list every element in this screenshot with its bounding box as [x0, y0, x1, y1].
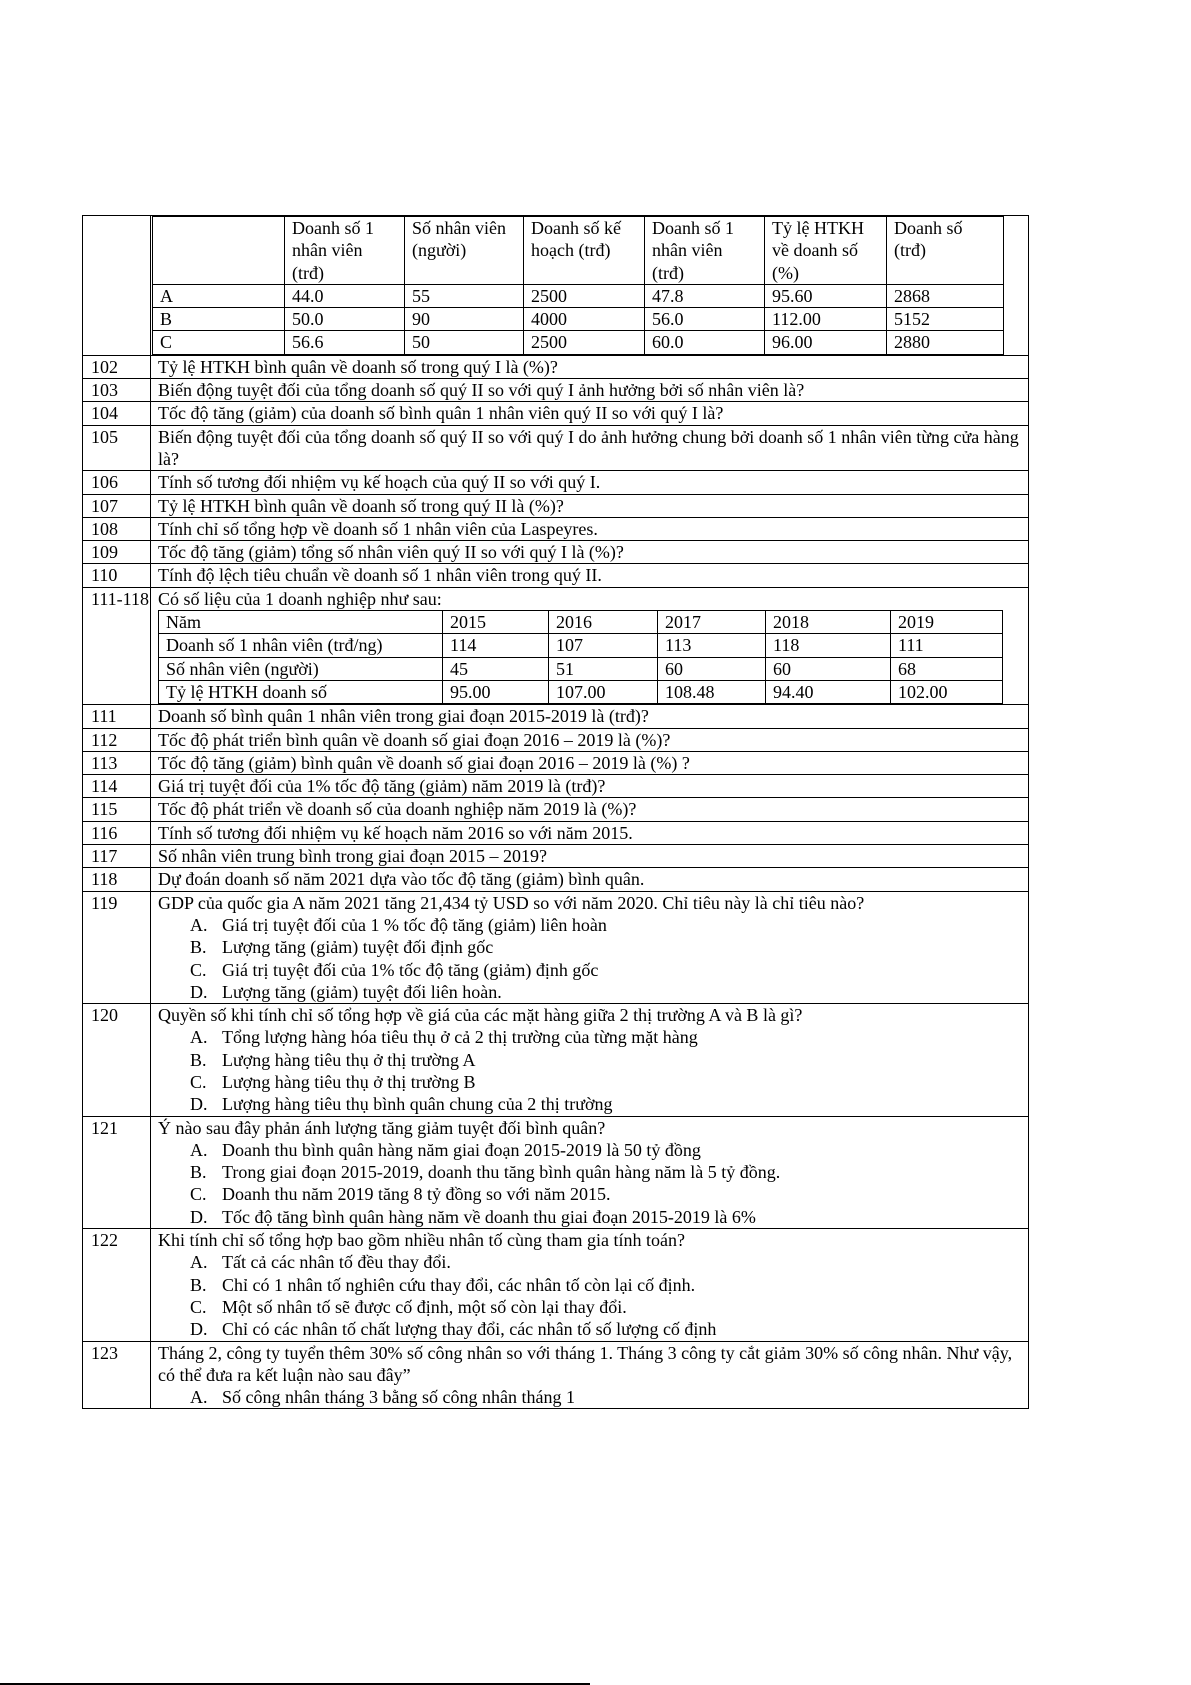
question-row — [83, 517, 1029, 540]
table-row — [152, 331, 1004, 354]
question-cell — [151, 402, 1029, 425]
table-cell: 47.8 — [645, 284, 765, 307]
question-cell — [151, 868, 1029, 891]
table-cell: 95.00 — [443, 680, 549, 703]
question-row — [83, 471, 1029, 494]
table-cell: 114 — [443, 634, 549, 657]
question-cell — [151, 471, 1029, 494]
question-row — [83, 868, 1029, 891]
question-number: 110 — [83, 564, 151, 587]
table-cell: 111 — [891, 634, 1003, 657]
question-row — [83, 821, 1029, 844]
question-cell — [151, 587, 1029, 704]
question-cell — [151, 1004, 1029, 1116]
column-header: 2018 — [766, 611, 891, 634]
table-cell: 102.00 — [891, 680, 1003, 703]
option-letter: B. — [190, 937, 207, 958]
question-cell — [151, 425, 1029, 471]
option-letter: C. — [190, 1296, 207, 1317]
question-number: 122 — [83, 1229, 151, 1341]
option-letter: C. — [190, 1184, 207, 1205]
option-text: Tất cả các nhân tố đều thay đổi. — [222, 1252, 451, 1273]
option-text: Lượng tăng (giảm) tuyệt đối định gốc — [222, 937, 494, 958]
question-number: 113 — [83, 751, 151, 774]
table-cell: 118 — [766, 634, 891, 657]
option-text: Tốc độ tăng bình quân hàng năm về doanh thu giai đoạn 2015-2019 là 6% — [222, 1206, 756, 1227]
answer-option — [158, 1183, 1028, 1205]
table-cell: 90 — [405, 308, 524, 331]
option-text: Trong giai đoạn 2015-2019, doanh thu tăng bình quân hàng năm là 5 tỷ đồng. — [222, 1162, 781, 1183]
option-text: Lượng hàng tiêu thụ ở thị trường B — [222, 1071, 476, 1092]
option-letter: C. — [190, 959, 207, 980]
column-header: 2016 — [549, 611, 658, 634]
question-cell — [151, 379, 1029, 402]
table-cell: 4000 — [524, 308, 645, 331]
question-cell — [151, 1116, 1029, 1228]
table-cell: Tỷ lệ HTKH doanh số — [159, 680, 443, 703]
answer-option — [158, 914, 1028, 936]
column-header: 2019 — [891, 611, 1003, 634]
table-cell: 112.00 — [765, 308, 887, 331]
option-text: Lượng hàng tiêu thụ ở thị trường A — [222, 1049, 476, 1070]
question-cell — [151, 564, 1029, 587]
option-letter: B. — [190, 1049, 207, 1070]
answer-option — [158, 1274, 1028, 1296]
question-text: Tốc độ phát triển về doanh số của doanh nghiệp năm 2019 là (%)? — [158, 799, 637, 820]
answer-option — [158, 1161, 1028, 1183]
question-number: 117 — [83, 845, 151, 868]
question-row — [83, 379, 1029, 402]
question-number: 115 — [83, 798, 151, 821]
question-number: 111-118 — [83, 587, 151, 704]
question-group-row — [83, 587, 1029, 704]
question-row — [83, 564, 1029, 587]
question-text: Dự đoán doanh số năm 2021 dựa vào tốc độ tăng (giảm) bình quân. — [158, 869, 645, 890]
table-cell: 56.6 — [285, 331, 405, 354]
question-row — [83, 355, 1029, 378]
table-cell: 107 — [549, 634, 658, 657]
column-header: 2017 — [658, 611, 766, 634]
option-text: Một số nhân tố sẽ được cố định, một số còn lại thay đổi. — [222, 1296, 627, 1317]
table-cell: 55 — [405, 284, 524, 307]
column-header: Doanh số kế hoạch (trđ) — [524, 217, 645, 285]
question-row — [83, 891, 1029, 1003]
table-header-row — [152, 217, 1004, 285]
table-cell: 45 — [443, 657, 549, 680]
question-text: Tính độ lệch tiêu chuẩn về doanh số 1 nhân viên trong quý II. — [158, 565, 602, 586]
option-letter: D. — [190, 1319, 208, 1340]
column-header — [152, 217, 285, 285]
question-number: 104 — [83, 402, 151, 425]
question-cell — [151, 845, 1029, 868]
option-text: Tổng lượng hàng hóa tiêu thụ ở cả 2 thị trường của từng mặt hàng — [222, 1027, 698, 1048]
question-number: 106 — [83, 471, 151, 494]
data-table-row — [83, 216, 1029, 356]
question-row — [83, 798, 1029, 821]
question-number: 118 — [83, 868, 151, 891]
answer-option — [158, 1206, 1028, 1228]
table-cell: 60 — [766, 657, 891, 680]
option-letter: C. — [190, 1071, 207, 1092]
question-number: 119 — [83, 891, 151, 1003]
option-text: Chỉ có các nhân tố chất lượng thay đổi, các nhân tố số lượng cố định — [222, 1319, 717, 1340]
column-header: Doanh số (trđ) — [887, 217, 1004, 285]
table-cell: 5152 — [887, 308, 1004, 331]
question-number: 116 — [83, 821, 151, 844]
option-letter: B. — [190, 1162, 207, 1183]
table-row — [159, 680, 1003, 703]
option-text: Số công nhân tháng 3 bằng số công nhân tháng 1 — [222, 1387, 575, 1408]
option-text: Lượng hàng tiêu thụ bình quân chung của 2 thị trường — [222, 1094, 613, 1115]
option-text: Doanh thu năm 2019 tăng 8 tỷ đồng so với năm 2015. — [222, 1184, 611, 1205]
question-row — [83, 845, 1029, 868]
question-text: Tháng 2, công ty tuyển thêm 30% số công nhân so với tháng 1. Tháng 3 công ty cắt giảm 30% số công nhân. Như vậy, có thể đưa ra kết luận nào sau đây” — [158, 1342, 1013, 1385]
table-row — [159, 634, 1003, 657]
question-text: Tỷ lệ HTKH bình quân về doanh số trong quý I là (%)? — [158, 356, 558, 377]
column-header: Năm — [159, 611, 443, 634]
answer-option — [158, 936, 1028, 958]
option-letter: D. — [190, 981, 208, 1002]
question-number: 108 — [83, 517, 151, 540]
question-row — [83, 751, 1029, 774]
column-header: Tỷ lệ HTKH về doanh số (%) — [765, 217, 887, 285]
question-row — [83, 494, 1029, 517]
option-text: Doanh thu bình quân hàng năm giai đoạn 2015-2019 là 50 tỷ đồng — [222, 1139, 701, 1160]
question-number: 107 — [83, 494, 151, 517]
column-header: Doanh số 1 nhân viên (trđ) — [645, 217, 765, 285]
question-cell — [151, 821, 1029, 844]
question-row — [83, 541, 1029, 564]
table-row — [152, 308, 1004, 331]
question-text: Tốc độ phát triển bình quân về doanh số giai đoạn 2016 – 2019 là (%)? — [158, 729, 671, 750]
option-text: Giá trị tuyệt đối của 1 % tốc độ tăng (giảm) liên hoàn — [222, 914, 607, 935]
option-letter: D. — [190, 1094, 208, 1115]
question-number: 114 — [83, 775, 151, 798]
question-number: 103 — [83, 379, 151, 402]
answer-option — [158, 1386, 1028, 1408]
answer-option — [158, 1139, 1028, 1161]
question-text: Số nhân viên trung bình trong giai đoạn 2015 – 2019? — [158, 846, 547, 867]
option-text: Lượng tăng (giảm) tuyệt đối liên hoàn. — [222, 981, 502, 1002]
table-cell: 60 — [658, 657, 766, 680]
question-cell — [151, 751, 1029, 774]
question-number: 105 — [83, 425, 151, 471]
table-cell: 50 — [405, 331, 524, 354]
table-cell: Số nhân viên (người) — [159, 657, 443, 680]
option-letter: B. — [190, 1274, 207, 1295]
question-text: Biến động tuyệt đối của tổng doanh số quý II so với quý I do ảnh hưởng chung bởi doanh số 1 nhân viên từng cửa hàng là? — [158, 426, 1019, 469]
question-cell — [151, 798, 1029, 821]
table-cell: B — [152, 308, 285, 331]
column-header: Số nhân viên (người) — [405, 217, 524, 285]
question-cell — [151, 728, 1029, 751]
table-row — [152, 284, 1004, 307]
question-text: GDP của quốc gia A năm 2021 tăng 21,434 tỷ USD so với năm 2020. Chỉ tiêu này là chỉ tiêu nào? — [158, 892, 865, 913]
question-row — [83, 402, 1029, 425]
question-text: Doanh số bình quân 1 nhân viên trong giai đoạn 2015-2019 là (trđ)? — [158, 706, 649, 727]
option-letter: D. — [190, 1206, 208, 1227]
question-text: Tốc độ tăng (giảm) tổng số nhân viên quý II so với quý I là (%)? — [158, 542, 624, 563]
question-row — [83, 705, 1029, 728]
option-letter: A. — [190, 1252, 208, 1273]
question-table — [82, 215, 1029, 1409]
column-header: Doanh số 1 nhân viên (trđ) — [285, 217, 405, 285]
question-cell — [151, 775, 1029, 798]
answer-option — [158, 1093, 1028, 1115]
question-text: Tính chỉ số tổng hợp về doanh số 1 nhân viên của Laspeyres. — [158, 518, 598, 539]
question-text: Giá trị tuyệt đối của 1% tốc độ tăng (giảm) năm 2019 là (trđ)? — [158, 776, 606, 797]
answer-option — [158, 1318, 1028, 1340]
option-letter: A. — [190, 1027, 208, 1048]
question-cell — [151, 355, 1029, 378]
table-cell: 113 — [658, 634, 766, 657]
question-number: 121 — [83, 1116, 151, 1228]
option-letter: A. — [190, 914, 208, 935]
question-number: 111 — [83, 705, 151, 728]
column-header: 2015 — [443, 611, 549, 634]
table-cell: 2868 — [887, 284, 1004, 307]
question-cell — [151, 541, 1029, 564]
question-number: 102 — [83, 355, 151, 378]
option-text: Giá trị tuyệt đối của 1% tốc độ tăng (giảm) định gốc — [222, 959, 599, 980]
table-cell: 95.60 — [765, 284, 887, 307]
question-text: Tỷ lệ HTKH bình quân về doanh số trong quý II là (%)? — [158, 495, 564, 516]
table-cell: 50.0 — [285, 308, 405, 331]
question-text: Ý nào sau đây phản ánh lượng tăng giảm tuyệt đối bình quân? — [158, 1117, 606, 1138]
table-cell: 51 — [549, 657, 658, 680]
question-cell — [151, 1229, 1029, 1341]
question-number — [83, 216, 151, 356]
table-cell: 94.40 — [766, 680, 891, 703]
table-cell: A — [152, 284, 285, 307]
store-data-table — [150, 216, 1004, 355]
table-header-row — [159, 611, 1003, 634]
table-cell: 56.0 — [645, 308, 765, 331]
table-cell: 96.00 — [765, 331, 887, 354]
question-number: 112 — [83, 728, 151, 751]
option-letter: A. — [190, 1387, 208, 1408]
table-cell: 60.0 — [645, 331, 765, 354]
question-text: Tốc độ tăng (giảm) của doanh số bình quân 1 nhân viên quý II so với quý I là? — [158, 403, 724, 424]
question-number: 109 — [83, 541, 151, 564]
question-row — [83, 1116, 1029, 1228]
table-cell: 107.00 — [549, 680, 658, 703]
question-row — [83, 1341, 1029, 1409]
question-row — [83, 1004, 1029, 1116]
table-row — [159, 657, 1003, 680]
answer-option — [158, 981, 1028, 1003]
table-cell: Doanh số 1 nhân viên (trđ/ng) — [159, 634, 443, 657]
answer-option — [158, 1296, 1028, 1318]
option-text: Chỉ có 1 nhân tố nghiên cứu thay đổi, các nhân tố còn lại cố định. — [222, 1274, 696, 1295]
question-text: Tốc độ tăng (giảm) bình quân về doanh số giai đoạn 2016 – 2019 là (%) ? — [158, 752, 690, 773]
option-letter: A. — [190, 1139, 208, 1160]
question-text: Quyền số khi tính chỉ số tổng hợp về giá của các mặt hàng giữa 2 thị trường A và B là gì? — [158, 1005, 803, 1026]
question-row — [83, 1229, 1029, 1341]
question-cell — [151, 517, 1029, 540]
question-number: 120 — [83, 1004, 151, 1116]
answer-option — [158, 1049, 1028, 1071]
question-cell — [151, 494, 1029, 517]
question-cell — [151, 891, 1029, 1003]
table-cell: 2880 — [887, 331, 1004, 354]
answer-option — [158, 1251, 1028, 1273]
yearly-data-table — [158, 610, 1003, 704]
question-cell — [151, 705, 1029, 728]
question-text: Khi tính chỉ số tổng hợp bao gồm nhiều nhân tố cùng tham gia tính toán? — [158, 1230, 685, 1251]
table-cell: 68 — [891, 657, 1003, 680]
answer-option — [158, 959, 1028, 981]
question-number: 123 — [83, 1341, 151, 1409]
question-row — [83, 728, 1029, 751]
question-text: Biến động tuyệt đối của tổng doanh số quý II so với quý I ảnh hưởng bởi số nhân viên là? — [158, 380, 805, 401]
question-text: Tính số tương đối nhiệm vụ kế hoạch của quý II so với quý I. — [158, 472, 601, 493]
table-cell: 108.48 — [658, 680, 766, 703]
question-row — [83, 775, 1029, 798]
question-row — [83, 425, 1029, 471]
question-text: Tính số tương đối nhiệm vụ kế hoạch năm 2016 so với năm 2015. — [158, 822, 633, 843]
answer-option — [158, 1071, 1028, 1093]
table-cell: 2500 — [524, 331, 645, 354]
table-cell: C — [152, 331, 285, 354]
table-cell: 44.0 — [285, 284, 405, 307]
answer-option — [158, 1026, 1028, 1048]
question-text: Có số liệu của 1 doanh nghiệp như sau: — [158, 588, 442, 609]
question-cell — [151, 1341, 1029, 1409]
table-cell: 2500 — [524, 284, 645, 307]
